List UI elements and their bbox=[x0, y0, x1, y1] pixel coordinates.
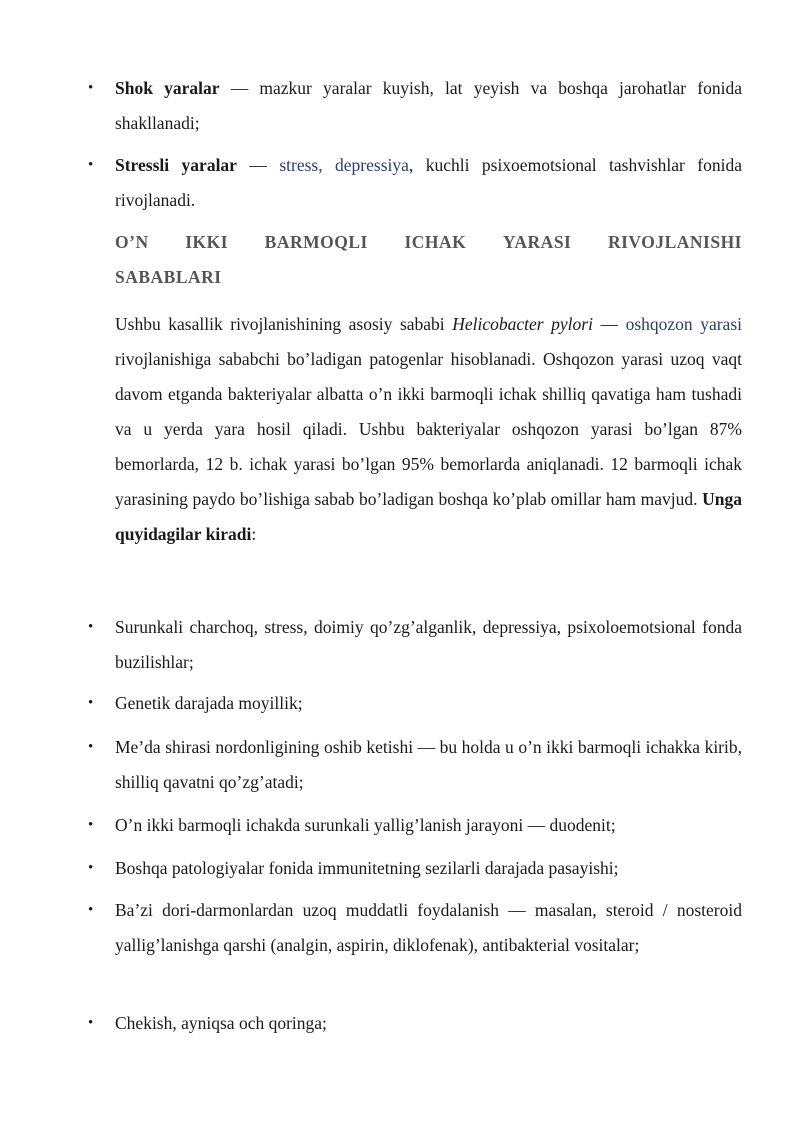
paragraph-body: rivojlanishiga sababchi bo’ladigan patogenlar hisoblanadi. Oshqozon yarasi uzoq vaqt davom etganda bakteriyalar albatta o’n ikki barmoqli ichak shilliq qavatiga ham tushadi va u yerda yara hosil qiladi. Ushbu bakteriyalar oshqozon yarasi bo’lgan 87% bemorlarda, 12 b. ichak yarasi bo’lgan 95% bemorlarda aniqlanadi. 12 barmoqli ichak yarasining paydo bo’lishiga sabab bo’ladigan boshqa ko’plab omillar ham mavjud. bbox=[115, 349, 742, 509]
dash: — bbox=[236, 155, 280, 175]
heading-word: O’N bbox=[115, 232, 149, 252]
list-item-text: , kuchli psixoemotsional tashvishlar fonida rivojlanadi. bbox=[115, 155, 742, 210]
stress-depressiya-link[interactable]: stress, depressiya bbox=[279, 155, 409, 175]
oshqozon-yarasi-link[interactable]: oshqozon yarasi bbox=[625, 314, 742, 334]
list-item-shok-yaralar bbox=[115, 71, 742, 141]
dash: — bbox=[592, 314, 626, 334]
heading-line-2: SABABLARI bbox=[115, 267, 222, 287]
heading-word: YARASI bbox=[502, 232, 572, 252]
paragraph-bold-end: Unga quyidagilar kiradi bbox=[115, 489, 742, 544]
causes-paragraph bbox=[115, 307, 742, 552]
heading-word: ICHAK bbox=[404, 232, 467, 252]
list-item: • Me’da shirasi nordonligining oshib ketishi — bu holda u o’n ikki barmoqli ichakka kirib, shilliq qavatni qo’zg’atadi; bbox=[115, 730, 742, 800]
list-item: • Boshqa patologiyalar fonida immunitetning sezilarli darajada pasayishi; bbox=[115, 851, 742, 886]
list-item: • Chekish, ayniqsa och qoringa; bbox=[115, 1006, 742, 1041]
heading-word: RIVOJLANISHI bbox=[607, 232, 742, 252]
heading-word: BARMOQLI bbox=[264, 232, 368, 252]
list-item: • Genetik darajada moyillik; bbox=[115, 686, 742, 721]
paragraph-intro: Ushbu kasallik rivojlanishining asosiy sababi bbox=[115, 314, 453, 334]
paragraph-colon: : bbox=[251, 524, 257, 544]
heading-word: IKKI bbox=[185, 232, 229, 252]
helicobacter-pylori: Helicobacter pylori bbox=[452, 314, 593, 334]
section-heading bbox=[115, 225, 742, 295]
list-item: • O’n ikki barmoqli ichakda surunkali yallig’lanish jarayoni — duodenit; bbox=[115, 808, 742, 843]
term-shok-yaralar: Shok yaralar bbox=[115, 78, 220, 98]
list-item-stressli-yaralar bbox=[115, 148, 742, 218]
list-item-text: — mazkur yaralar kuyish, lat yeyish va boshqa jarohatlar fonida shakllanadi; bbox=[115, 78, 742, 133]
heading-line-1 bbox=[115, 225, 742, 260]
list-item: • Surunkali charchoq, stress, doimiy qo’zg’alganlik, depressiya, psixoloemotsional fonda buzilishlar; bbox=[115, 610, 742, 680]
term-stressli-yaralar: Stressli yaralar bbox=[115, 155, 237, 175]
list-item: • Ba’zi dori-darmonlardan uzoq muddatli foydalanish — masalan, steroid / nosteroid yallig’lanishga qarshi (analgin, aspirin, diklofenak), antibakterial vositalar; bbox=[115, 893, 742, 963]
